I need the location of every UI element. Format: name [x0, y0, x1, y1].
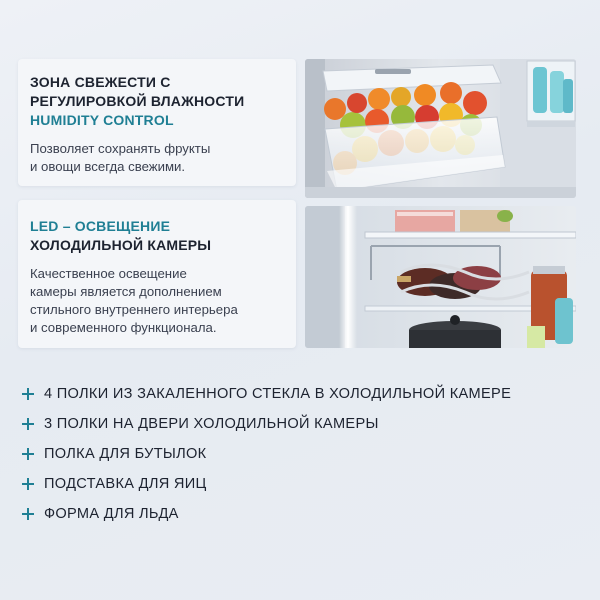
bottle-shelf-photo [305, 206, 576, 348]
feature-text: ПОЛКА ДЛЯ БУТЫЛОК [44, 446, 207, 462]
feature-item [20, 499, 511, 529]
humidity-title-accent: HUMIDITY CONTROL [30, 112, 174, 128]
feature-text: ФОРМА ДЛЯ ЛЬДА [44, 506, 179, 522]
humidity-desc-line1: Позволяет сохранять фрукты [30, 141, 211, 156]
humidity-desc-line2: и овощи всегда свежими. [30, 159, 186, 174]
led-title-line2: ХОЛОДИЛЬНОЙ КАМЕРЫ [30, 237, 212, 253]
plus-icon [20, 506, 36, 522]
led-desc-line4: и современного функционала. [30, 320, 217, 335]
fruit-drawer-photo [305, 59, 576, 198]
humidity-card-title [30, 73, 284, 130]
feature-text: ПОДСТАВКА ДЛЯ ЯИЦ [44, 476, 207, 492]
led-lighting-card [18, 200, 296, 348]
led-desc-line1: Качественное освещение [30, 266, 187, 281]
plus-icon [20, 416, 36, 432]
feature-item [20, 469, 511, 499]
feature-list [20, 379, 511, 529]
led-title-accent: LED – ОСВЕЩЕНИЕ [30, 218, 171, 234]
led-desc-line2: камеры является дополнением [30, 284, 222, 299]
plus-icon [20, 386, 36, 402]
feature-item [20, 409, 511, 439]
humidity-control-card [18, 59, 296, 186]
feature-text: 4 ПОЛКИ ИЗ ЗАКАЛЕННОГО СТЕКЛА В ХОЛОДИЛЬНОЙ КАМЕРЕ [44, 386, 512, 402]
humidity-title-line2: РЕГУЛИРОВКОЙ ВЛАЖНОСТИ [30, 93, 245, 109]
feature-item [20, 439, 511, 469]
plus-icon [20, 476, 36, 492]
led-desc-line3: стильного внутреннего интерьера [30, 302, 238, 317]
humidity-title-line1: ЗОНА СВЕЖЕСТИ С [30, 74, 171, 90]
led-card-title [30, 217, 284, 255]
feature-text: 3 ПОЛКИ НА ДВЕРИ ХОЛОДИЛЬНОЙ КАМЕРЫ [44, 416, 379, 432]
feature-item [20, 379, 511, 409]
led-card-description [30, 265, 284, 337]
humidity-card-description [30, 140, 284, 176]
plus-icon [20, 446, 36, 462]
